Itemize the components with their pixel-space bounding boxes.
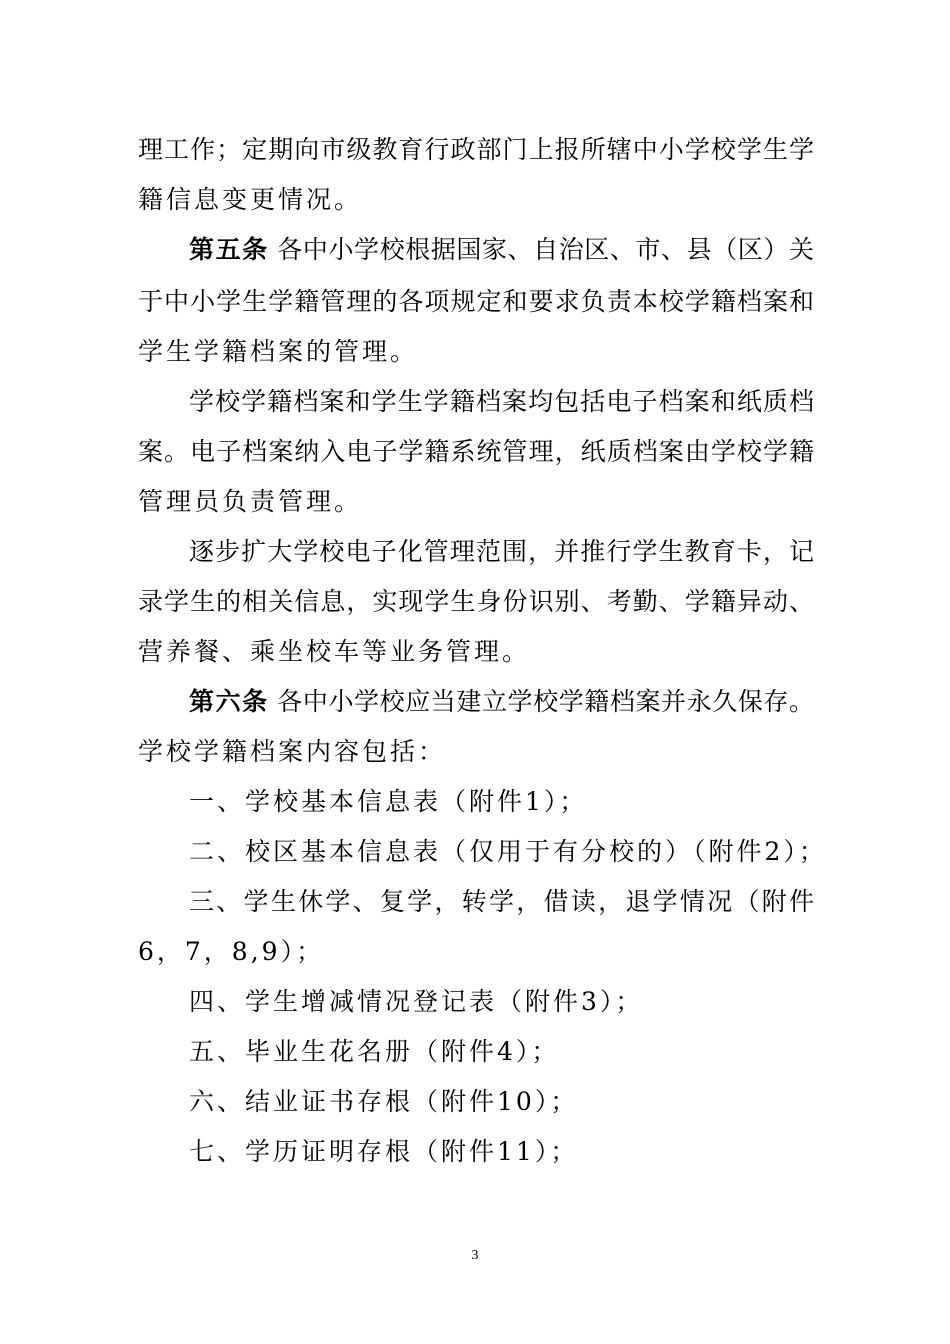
list-item: 二、校区基本信息表（仅用于有分校的）（附件2）； [189,837,827,866]
paragraph-line: 于中小学生学籍管理的各项规定和要求负责本校学籍档案和 [138,287,814,316]
paragraph-line: 学校学籍档案内容包括： [138,737,447,766]
paragraph-line: 管理员负责管理。 [138,487,363,516]
list-item-continuation: 6，7，8,9）； [138,937,325,966]
page-number: 3 [471,1248,479,1263]
list-item: 三、学生休学、复学，转学，借读，退学情况（附件 [189,887,814,916]
article-6-heading: 第六条 [189,687,269,716]
paragraph-line: 逐步扩大学校电子化管理范围，并推行学生教育卡，记 [189,537,814,566]
list-item: 一、学校基本信息表（附件1）； [189,787,588,816]
article-5-heading: 第五条 [189,235,269,264]
list-item: 五、毕业生花名册（附件4）； [189,1037,560,1066]
article-5-text: 各中小学校根据国家、自治区、市、县（区）关 [277,235,814,264]
article-6-text: 各中小学校应当建立学校学籍档案并永久保存。 [277,687,814,716]
paragraph-line: 理工作；定期向市级教育行政部门上报所辖中小学校学生学 [138,135,814,164]
article-5-line [189,234,814,266]
paragraph-line: 籍信息变更情况。 [138,185,363,214]
paragraph-line: 案。电子档案纳入电子学籍系统管理，纸质档案由学校学籍 [138,437,814,466]
paragraph-line: 学校学籍档案和学生学籍档案均包括电子档案和纸质档 [189,387,814,416]
paragraph-line: 学生学籍档案的管理。 [138,337,419,366]
paragraph-line: 营养餐、乘坐校车等业务管理。 [138,637,531,666]
article-6-line [189,686,814,718]
list-item: 六、结业证书存根（附件10）； [189,1087,579,1116]
list-item: 四、学生增减情况登记表（附件3）； [189,987,644,1016]
list-item: 七、学历证明存根（附件11）； [189,1137,579,1166]
paragraph-line: 录学生的相关信息，实现学生身份识别、考勤、学籍异动、 [138,587,814,616]
